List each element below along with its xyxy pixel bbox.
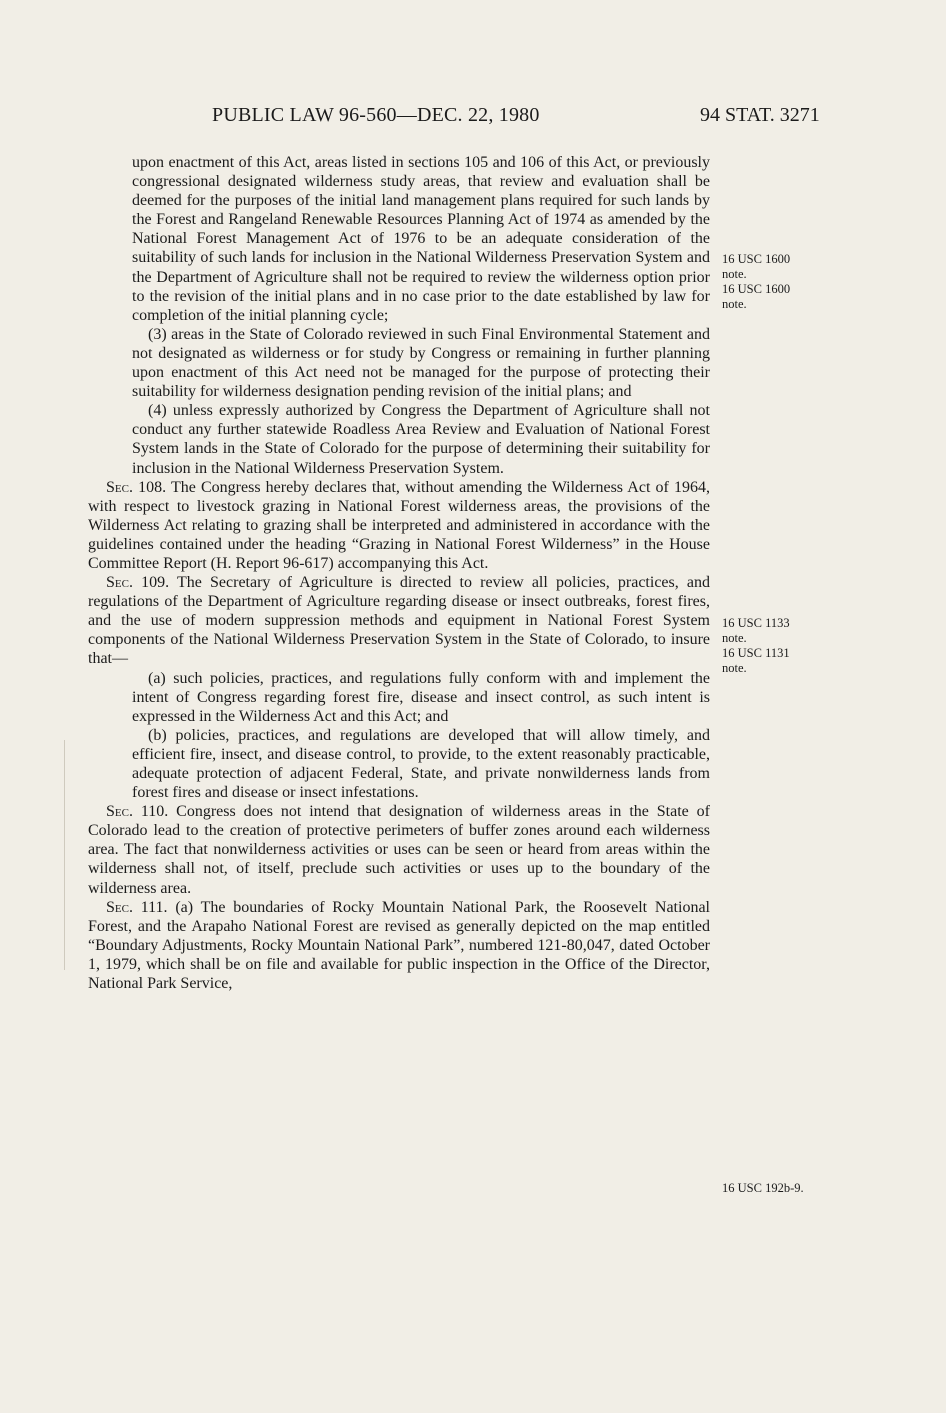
section-111-label: Sec. 111. [106, 898, 168, 916]
paragraph-item-b: (b) policies, practices, and regulations are developed that will allow timely, and efficient fire, insect, and disease control, to provide, to the extent reasonably practicable, adequate protection of adjacent Federal, State, and private nonwilderness lands from forest fires and disease or insect infestations. [132, 726, 710, 802]
section-110-text: Congress does not intend that designation of wilderness areas in the State of Colorado lead to the creation of protective perimeters of buffer zones around each wilderness area. The fact that nonwilderness activities or uses can be seen or heard from areas within the wilderness shall not, of itself, preclude such activities or uses up to the boundary of the wilderness area. [88, 803, 710, 897]
margin-note-line: 16 USC 1600 [722, 252, 791, 266]
body-text [88, 153, 710, 993]
section-108-label: Sec. 108. [106, 478, 167, 496]
margin-note-line: 16 USC 1600 [722, 282, 791, 296]
margin-note-line: note. [722, 267, 747, 281]
section-109 [88, 573, 710, 668]
margin-note-usc-192b [722, 1181, 842, 1196]
margin-note-usc-1133 [722, 616, 842, 676]
margin-note-line: 16 USC 1131 [722, 646, 790, 660]
section-108 [88, 478, 710, 573]
paragraph-item-3: (3) areas in the State of Colorado reviewed in such Final Environmental Statement and not designated as wilderness or for study by Congress or remaining in further planning upon enactment of this Act need not be managed for the purpose of protecting their suitability for wilderness designation pending revision of the initial plans; and [132, 325, 710, 401]
margin-note-line: note. [722, 631, 747, 645]
margin-note-line: note. [722, 297, 747, 311]
section-110 [88, 802, 710, 897]
paragraph-continued: upon enactment of this Act, areas listed in sections 105 and 106 of this Act, or previously congressional designated wilderness study areas, that review and evaluation shall be deemed for the purposes of the initial land management plans required for such lands by the Forest and Rangeland Renewable Resources Planning Act of 1974 as amended by the National Forest Management Act of 1976 to be an adequate consideration of the suitability of such lands for inclusion in the National Wilderness Preservation System and the Department of Agriculture shall not be required to review the wilderness option prior to the revision of the initial plans and in no case prior to the date established by law for completion of the initial planning cycle; [132, 154, 710, 324]
running-header-title: PUBLIC LAW 96-560—DEC. 22, 1980 [212, 104, 540, 126]
section-109-text: The Secretary of Agriculture is directed to review all policies, practices, and regulations of the Department of Agriculture regarding disease or insect outbreaks, forest fires, and the use of modern suppression methods and equipment in National Forest System components of the National Wilderness Preservation System in the State of Colorado, to insure that— [88, 574, 710, 668]
section-108-text: The Congress hereby declares that, without amending the Wilderness Act of 1964, with respect to livestock grazing in National Forest wilderness areas, the provisions of the Wilderness Act relating to grazing shall be interpreted and administered in accordance with the guidelines contained under the heading “Grazing in National Forest Wilderness” in the House Committee Report (H. Report 96-617) accompanying this Act. [88, 478, 710, 572]
margin-mark [64, 740, 65, 970]
margin-note-line: 16 USC 1133 [722, 616, 790, 630]
section-111-text: (a) The boundaries of Rocky Mountain National Park, the Roosevelt National Forest, and the Arapaho National Forest are revised as generally depicted on the map entitled “Boundary Adjustments, Rocky Mountain National Park”, numbered 121-80,047, dated October 1, 1979, which shall be on file and available for public inspection in the Office of the Director, National Park Service, [88, 898, 710, 993]
section-109-label: Sec. 109. [106, 574, 170, 592]
statute-page-number: 94 STAT. 3271 [700, 104, 820, 126]
section-110-label: Sec. 110. [106, 803, 169, 821]
margin-note-line: 16 USC 192b-9. [722, 1181, 804, 1195]
paragraph-item-a: (a) such policies, practices, and regulations fully conform with and implement the intent of Congress regarding forest fire, disease and insect control, as such intent is expressed in the Wilderness Act and this Act; and [132, 669, 710, 725]
section-111 [88, 898, 710, 993]
margin-note-line: note. [722, 661, 747, 675]
margin-note-usc-1600 [722, 252, 842, 312]
paragraph-item-4: (4) unless expressly authorized by Congress the Department of Agriculture shall not conduct any further statewide Roadless Area Review and Evaluation of National Forest System lands in the State of Colorado for the purpose of determining their suitability for inclusion in the National Wilderness Preservation System. [132, 402, 710, 477]
